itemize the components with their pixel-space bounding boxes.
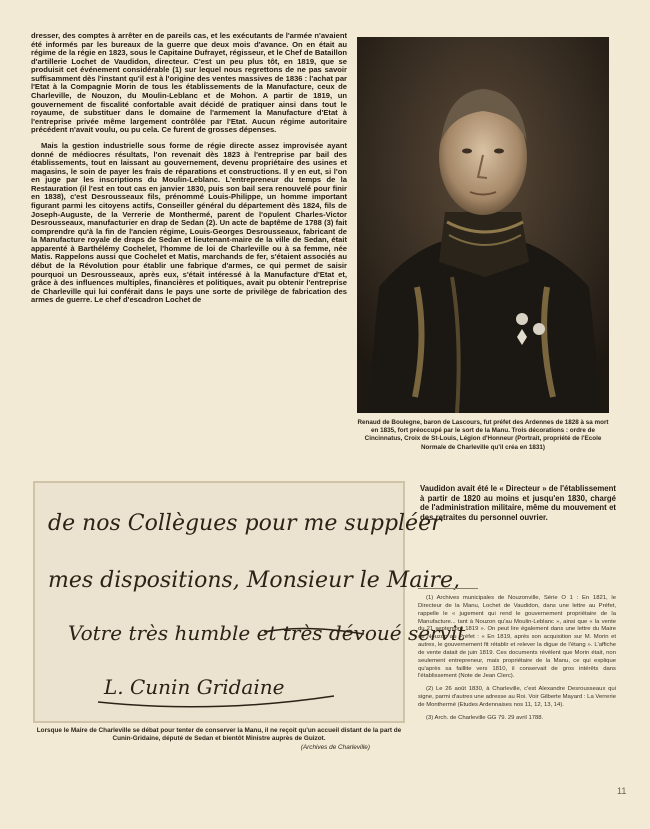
footnotes-divider — [418, 588, 478, 589]
manuscript-caption-text: Lorsque le Maire de Charleville se débat pour tenter de conserver la Manu, il ne reçoit qu'un accueil distant de la part de Cunin-Gridaine, député de Sedan et bientôt Ministre auprès de Guizot. — [36, 727, 402, 743]
body-paragraph-2: Mais la gestion industrielle sous forme de régie directe assez improvisée ayant donné de médiocres résultats, l'on revenait dès 1823 à l'entreprise par bail des établissements, tout en laissant au gouvernement, devenu propriétaire des usines et magasins, le soin de payer les frais de réparations et constructions. Il y en eut, si l'on en juge par les inscriptions du Moulin-Leblanc. L'entrepreneur du temps de la Restauration (il l'est en tout cas en janvier 1830, puis son bail sera renouvelé pour finir en 1838), c'est Desrousseaux fils, prénommé Louis-Philippe, un homme important figurant parmi les citoyens actifs, Conseiller général du département dès 1824, fils de Joseph-Auguste, de la Verrerie de Monthermé, parent de l'opulent Charles-Victor Desrousseaux, manufacturier en drap de Sedan (2). Un acte de baptême de 1788 (3) fait comprendre qu'à la fin de l'ancien régime, Louis-Georges Desrousseaux, fabricant de la Manufacture royale de draps de Sedan et lieutenant-maire de la ville de Sedan, était apparenté à Barthélémy Cochelet, l'homme de loi de Charleville ou à sa femme, née Matis. Rappelons aussi que Cochelet et Matis, marchands de fer, s'étaient associés au début de la Révolution pour établir une fabrique d'armes, ce qui permet de saisir pourquoi un Desrousseaux, après eux, s'était intéressé à la Manufacture d'Etat et, grâce à des influences multiples, financières et politiques, avait pu obtenir l'entreprise de Charleville qui lui conférait dans le pays une sorte de privilège de fabrication des armes de guerre. Le chef d'escadron Lochet de — [31, 140, 347, 305]
manuscript-line-4: L. Cunin Gridaine — [104, 675, 285, 699]
manuscript-line-1: de nos Collègues pour me suppléer — [48, 511, 442, 536]
portrait-caption: Renaud de Boulegne, baron de Lascours, fut préfet des Ardennes de 1828 à sa mort en 1835, fort préoccupé par le sort de la Manu. Trois décorations : ordre de Cincinnatus, Croix de St-Louis, Légion d'Honneur (Portrait, propriété de l'Ecole Normale de Charleville qu'il créa en 1831) — [357, 419, 609, 451]
manuscript-image — [34, 482, 466, 722]
manuscript-credit: (Archives de Charleville) — [300, 743, 370, 751]
footnotes — [418, 588, 616, 728]
body-text-column — [31, 32, 347, 312]
highlight-text: Vaudidon avait été le « Directeur » de l'établissement à partir de 1820 au moins et jusqu'en 1830, chargé de l'administration militaire, même du mouvement et des retraites du personnel ouvrier. — [420, 484, 616, 523]
footnote-3: (3) Arch. de Charleville GG 79. 29 avril 1788. — [426, 714, 544, 721]
manuscript-line-3: Votre très humble et très dévoué servit — [68, 621, 466, 645]
footnote-1: (1) Archives municipales de Nouzonville, Série O 1 : En 1821, le Directeur de la Manu, Lochet de Vaudidon, dans une lettre au Préfet, rappelle le « jugement qui rend le gouvernement propriétaire de la Manufacture... tant à Nouzon qu'au Moulin-Leblanc », ainsi que « la vente du 21 septembre 1819 ». On peut lire également dans une lettre du Maire de Nouzon au Préfet : « En 1819, après son acquisition sur M. Morin et autres, le gouvernement fit rétablir et relever la digue de l'étang ». L'affiche de vente datait de juin 1819. Ces documents révèlent que Morin était, non seulement entrepreneur, mais propriétaire de la Manu, ce qui explique qu'après sa faillite vers 1810, il conservait de gros intérêts dans l'établissement (Note de Jean Clerc). — [418, 595, 616, 680]
manuscript-line-2: mes dispositions, Monsieur le Maire, — [48, 568, 461, 593]
manuscript-caption — [34, 727, 404, 752]
body-paragraph-1: dresser, des comptes à arrêter en de pareils cas, et les exécutants de l'armée n'avaient été informés par les bureaux de la guerre que deux mois d'avance. On en était au régime de la régie en 1823, sous le Capitaine Dufrayet, régisseur, et le Chef de Bataillon d'artillerie Lochet de Vaudidon, directeur. C'est un peu plus tôt, en 1819, que se produisit cet événement considérable (1) sur lequel nous regrettons de ne pas savoir suffisamment dès l'instant qu'il est à l'origine des ventes massives de 1836 : l'achat par l'Etat à la Compagnie Morin de tous les établissements de la Manufacture, ceux de Charleville, de Nouzon, du Moulin-Leblanc et de Mohon. A partir de 1819, un gouvernement de fiscalité confortable avait décidé de pratiquer ainsi dans tout le royaume, de substituer dans le domaine de l'armement la Manufacture d'Etat à l'entreprise privée même largement contrôlée par l'Etat. Aucun régime autoritaire précédent n'avait voulu, ou pu cela. Ce furent de grosses dépenses. — [31, 31, 347, 135]
portrait-image — [357, 37, 609, 413]
page-number: 11 — [617, 786, 627, 796]
footnote-2: (2) Le 26 août 1830, à Charleville, c'est Alexandre Desrousseaux qui signe, parmi d'autres une adresse au Roi. Voir Gilberte Mayard : La Verrerie de Monthermé (Etudes Ardennaises nos 11, 12, 13, 14). — [418, 686, 616, 708]
